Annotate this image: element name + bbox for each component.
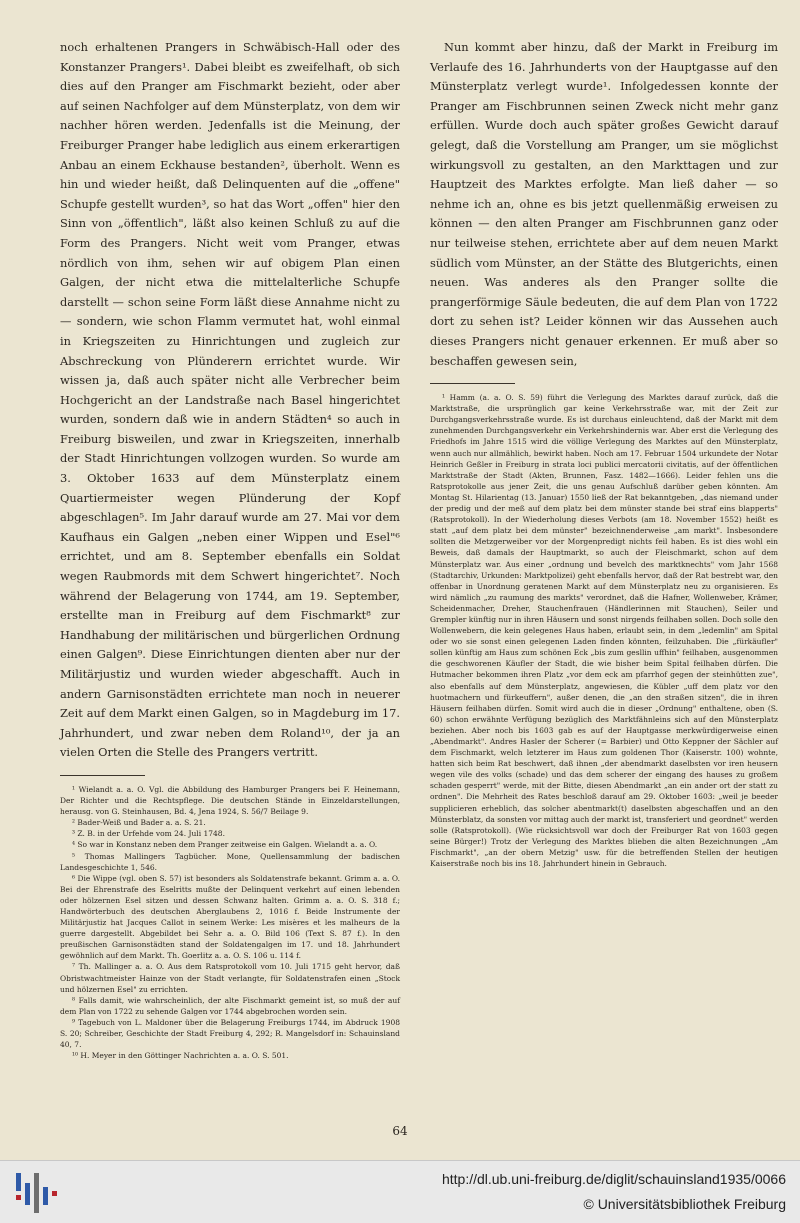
footnote-6: ⁶ Die Wippe (vgl. oben S. 57) ist besonders als Soldatenstrafe bekannt. Grimm a. a. O. Bei der Ehrenstrafe des Eselritts mußte der Delinquent verkehrt auf einen lebenden oder hölzernen Esel sitzen und dessen Schwanz halten. Grimm a. a. O. S. 318 f.; Handwörterbuch des deutschen Aberglaubens 2, 1016 f. Beide Instrumente der Militärjustiz hat Jacques Callot in seinem Werke: Les misères et les malheurs de la guerre dargestellt. Abgebildet bei Sehr a. a. O. Bild 106 (Text S. 87 f.). In den preußischen Garnisonstädten stand der Soldatengalgen im 17. und 18. Jahrhundert gewöhnlich auf dem Markt. Th. Goerlitz a. a. O. S. 106 u. 114 f.	[60, 873, 400, 961]
footnote-5: ⁵ Thomas Mallingers Tagbücher. Mone, Quellensammlung der badischen Landesgeschichte 1, 546.	[60, 851, 400, 872]
footnote-7: ⁷ Th. Mallinger a. a. O. Aus dem Ratsprotokoll vom 10. Juli 1715 geht hervor, daß Obristwachtmeister Hainze von der Stadt verlangte, für Soldatenstrafen einen „Stock und hölzernen Esel" zu errichten.	[60, 962, 400, 994]
source-url-link[interactable]: http://dl.ub.uni-freiburg.de/diglit/schauinsland1935/0066	[441, 1171, 786, 1187]
left-footnotes	[60, 784, 400, 1061]
left-paragraph: noch erhaltenen Prangers in Schwäbisch-Hall oder des Konstanzer Prangers¹. Dabei bleibt es zweifelhaft, ob sich dies auf den Pranger am Fischmarkt bezieht, oder aber auf seinen Nachfolger auf dem Münsterplatz, von dem wir nachher hören werden. Jedenfalls ist die Meinung, der Freiburger Pranger habe lediglich aus einem erkerartigen Anbau an einem Eckhause bestanden², überholt. Wenn es hin und wieder heißt, daß Delinquenten auf die „offene" Schupfe gestellt wurden³, so hat das Wort „offen" hier den Sinn von „öffentlich", läßt also keinen Schluß zu auf die Form des Prangers. Nicht weit vom Pranger, etwas nördlich von ihm, sehen wir auf obigem Plan einen Galgen, der nicht etwa die mittelalterliche Schupfe darstellt — schon seine Form läßt diese Annahme nicht zu — sondern, wie schon Flamm vermutet hat, wohl einmal in Kriegszeiten zu Hinrichtungen und zugleich zur Abschreckung von Plünderern errichtet wurde. Wir wissen ja, daß auch später nicht alle Verbrecher beim Hochgericht an der Landstraße nach Basel hingerichtet wurden, sondern daß wie in andern Städten⁴ so auch in Freiburg bisweilen, und zwar in Kriegszeiten, innerhalb der Stadt Hinrichtungen vollzogen wurden. So wurde am 3. Oktober 1633 auf dem Münsterplatz einem Quartiermeister wegen Plünderung der Kopf abgeschlagen⁵. Im Jahr darauf wurde am 27. Mai vor dem Kaufhaus ein Galgen „neben einer Wippen und Esel"⁶ errichtet, und am 8. September ebenfalls ein Soldat wegen Raubmords mit dem Schwert hingerichtet⁷. Noch während der Belagerung von 1744, am 19. September, erstellte man in Freiburg auf dem Fischmarkt⁸ zur Handhabung der militärischen und bürgerlichen Ordnung einen Galgen⁹. Diese Einrichtungen dienten aber nur der Militärjustiz und wurden wieder abgeschafft. Auch in andern Garnisonstädten errichtete man noch in neuerer Zeit auf dem Markt einen Galgen, so in Magdeburg im 17. Jahrhundert, und zwar neben dem Roland¹⁰, der ja an vielen Orten die Stelle des Prangers vertritt.	[60, 40, 400, 760]
footnote-1: ¹ Wielandt a. a. O. Vgl. die Abbildung des Hamburger Prangers bei F. Heinemann, Der Richter und die Rechtspflege. Die deutschen Stände in Einzeldarstellungen, herausg. von G. Steinhausen, Bd. 4, Jena 1924, S. 56/7 Beilage 9.	[60, 784, 400, 817]
right-column	[430, 38, 778, 869]
left-body-text	[60, 38, 400, 763]
right-footnotes	[430, 392, 778, 869]
footnote-separator	[60, 775, 145, 776]
footnote-3: ³ Z. B. in der Urfehde vom 24. Juli 1748.	[72, 829, 225, 839]
footnote-8: ⁸ Falls damit, wie wahrscheinlich, der alte Fischmarkt gemeint ist, so muß der auf dem Plan von 1722 zu sehende Galgen vor 1744 abgebrochen worden sein.	[60, 995, 400, 1016]
left-column	[60, 38, 400, 1061]
footnote-2: ² Bader-Weiß und Bader a. a. S. 21.	[72, 818, 206, 828]
right-paragraph: Nun kommt aber hinzu, daß der Markt in Freiburg im Verlaufe des 16. Jahrhunderts von der Hauptgasse auf den Münsterplatz verlegt wurde¹. Infolgedessen konnte der Pranger am Fischbrunnen seinen Zweck nicht mehr ganz erfüllen. Wurde doch auch später großes Gewicht darauf gelegt, daß die Vorstellung am Pranger, um sie möglichst wirkungsvoll zu gestalten, an den Markttagen und zur Hauptzeit des Marktes erfolgte. Man ließ daher — so nehme ich an, ohne es bis jetzt quellenmäßig erweisen zu können — den alten Pranger am Fischbrunnen ganz oder nur teilweise stehen, errichtete aber auf dem neuen Markt südlich vom Münster, an der Stätte des Blutgerichts, einen neuen. Was anderes als den Pranger sollte die prangerförmige Säule bedeuten, die auf dem Plan von 1722 dort zu sehen ist? Leider können wir das Aussehen auch dieses Prangers nicht genauer erkennen. Er muß aber so beschaffen gewesen sein,	[430, 40, 778, 368]
right-body-text	[430, 38, 778, 371]
footnote-right-1: ¹ Hamm (a. a. O. S. 59) führt die Verlegung des Marktes darauf zurück, daß die Marktstraße, die ursprünglich gar keine Verkehrsstraße war, mit der Zeit zur Durchgangsverkehrsstraße wurde. Es ist durchaus einleuchtend, daß der Markt mit dem zunehmenden Durchgangsverkehr ein Verkehrshindernis war. Aber erst die Verlegung des Friedhofs im Jahre 1515 wird die völlige Verlegung des Marktes auf den Münsterplatz, wenn auch nur allmählich, bewirkt haben. Noch am 17. Februar 1504 urkundete der Notar Heinrich Geßler in Freiburg in strata loci publici mercatorii civitatis, auf der öffentlichen Marktstraße der Stadt (Akten, Brunnen, Fasz. 1482—1666). Leider fehlen uns die Ratsprotokolle aus jener Zeit, die uns genau Aufschluß darüber geben könnten. Am Montag St. Hilarientag (13. Januar) 1550 ließ der Rat bekanntgeben, „das niemand under der predig und der meß auf dem platz bei dem münster stande bei straf eins blapperts" (Ratsprotokoll). In der Wiederholung dieses Verbots (am 18. November 1552) heißt es statt „auf dem platz bei dem münster" bezeichnenderweise „am markt". Insbesondere sollten die Metzgerweiber vor der Morgenpredigt nichts feil haben. Es ist dies wohl ein Beweis, daß damals der Hauptmarkt, so auch der Fleischmarkt, schon auf dem Münsterplatz war. Aus einer „ordnung und bevelch des marktknechts" vom Jahr 1568 (Stadtarchiv, Urkunden: Marktpolizei) geht ebenfalls hervor, daß der Rat bestrebt war, den offenbar in Unordnung geratenen Markt auf dem Münsterplatz neu zu organisieren. Es wird nämlich „zu raumung des markts" verordnet, daß die Hafner, Wollenweber, Krämer, Scheidenmacher, Dreher, Stauchenfrauen (Händlerinnen mit Stauchen), Seiler und Grempler künftig nur in ihren Häusern und sonst nirgends feilhaben sollen. Doch solle den Wollenwebern, die kein gelegenes Haus haben, erlaubt sein, in dem „ledemlin" am Spital oder wo sie sonst einen gelegenen Laden finden könnten, feilzuhaben. Die „fürkäufler" sollen künftig am Haus zum schönen Eck „bis zum gesllin uffhin" feilhaben, ausgenommen die geschworenen Käufler der Stadt, die wie bisher beim Spital feilhaben dürfen. Die Hutmacher bekommen ihren Platz „vor dem eck am pfarrhof gegen der steinhütten zue", also ebenfalls auf dem Münsterplatz, angewiesen, die Kübler „uff dem platz vor den huotmachern und fürkeuffern", außer denen, die „an den straßen sitzen", die in ihren Häusern feilhaben dürfen. Somit wird auch die in dieser „Ordnung" enthaltene, oben (S. 60) schon erwähnte Verfügung bezüglich des Marktfähnleins sich auf den Münsterplatz beziehen. Aber noch bis 1603 gab es auf der Hauptgasse merkwürdigerweise einen „Abendmarkt". Andres Hasler der Scherer (= Barbier) und Otto Keppner der Sächler auf dem Fischmarkt, welch letzterer im Haus zum goldenen Thor (Kaiserstr. 100) wohnte, hatten sich beim Rat beschwert, daß ihnen „der abendmarkt daselbsten vor iren heusern wegen vile des volks (schade) und das dem scherer der eingang des hauses zu großem schaden gesperrt" werde, mit der Bitte, diesen Abendmarkt „an ein ander ort der statt zu ordnen". Die Mehrheit des Rates beschloß darauf am 29. Oktober 1603: „weil je beeder supplicieren erheblich, das solcher abentmarkt(t) daselbsten abgeschaffen und an den Münsterblatz, da sonsten vor mittag auch der markt ist, transferiert und geordnet" werden solle (Ratsprotokoll). (Wie rücksichtsvoll war doch der Freiburger Rat von 1603 gegen seine Bürger!) Trotz der Verlegung des Marktes blieben die alten Bezeichnungen „Am Fischmarkt", „an der obern Metzig" usw. für die betreffenden Stellen der heutigen Kaiserstraße noch bis ins 18. Jahrhundert hinein in Gebrauch.	[430, 393, 778, 869]
footnote-9: ⁹ Tagebuch von L. Maldoner über die Belagerung Freiburgs 1744, im Abdruck 1908 S. 20; Schreiber, Geschichte der Stadt Freiburg 4, 292; R. Mangelsdorf in: Schauinsland 40, 7.	[60, 1017, 400, 1050]
footnote-separator	[430, 383, 515, 384]
viewer-footer	[0, 1160, 800, 1223]
page-number: 64	[392, 1124, 408, 1138]
footnote-4: ⁴ So war in Konstanz neben dem Pranger zeitweise ein Galgen. Wielandt a. a. O.	[72, 840, 378, 850]
library-logo-icon	[12, 1169, 60, 1217]
copyright-notice: © Universitätsbibliothek Freiburg	[583, 1196, 786, 1212]
footnote-10: ¹⁰ H. Meyer in den Göttinger Nachrichten a. a. O. S. 501.	[72, 1051, 289, 1061]
